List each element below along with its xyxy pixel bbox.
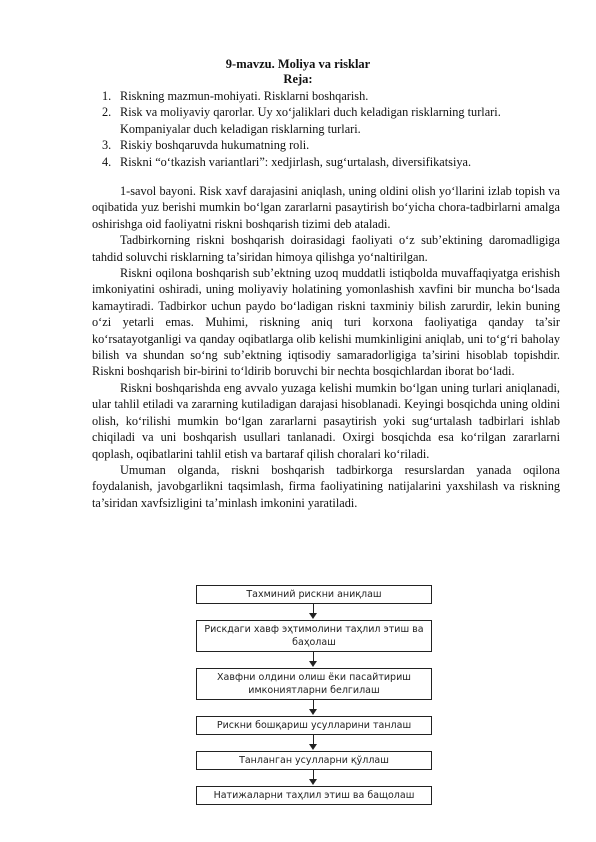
plan-item	[98, 154, 560, 170]
down-arrow-icon	[196, 700, 432, 716]
plan-item-number: 2.	[102, 105, 112, 120]
plan-list	[98, 88, 560, 170]
flowchart-step: Натижаларни таҳлил этиш ва бащолаш	[196, 786, 432, 805]
paragraph: 1-savol bayoni. Risk xavf darajasini aniqlash, uning oldini olish yo‘llarini izlab topish va oqibatida yuz berishi mumkin bo‘lgan zararlarni pasaytirish bo‘yicha chora-tadbirlarni amalga oshirishga oid faoliyatni riskni boshqarish tizimi deb ataladi.	[92, 184, 560, 231]
flowchart-step: Тахминий рискни аниқлаш	[196, 585, 432, 604]
plan-item-number: 4.	[102, 154, 112, 169]
down-arrow-icon	[196, 770, 432, 786]
plan-item-number: 3.	[102, 138, 112, 153]
down-arrow-icon	[196, 604, 432, 620]
flowchart-step: Рискдаги хавф эҳтимолини таҳлил этиш ва баҳолаш	[196, 620, 432, 652]
paragraph: Tadbirkorning riskni boshqarish doirasidagi faoliyati o‘z sub’ektining daromadligiga tahdid soluvchi risklarning ta’siridan himoya qilishga yo‘naltirilgan.	[92, 233, 560, 264]
document-title: 9-mavzu. Moliya va risklar	[225, 57, 371, 71]
down-arrow-icon	[196, 652, 432, 668]
plan-item	[98, 104, 560, 137]
down-arrow-icon	[196, 735, 432, 751]
paragraph: Riskni oqilona boshqarish sub’ektning uzoq muddatli istiqbolda muvaffaqiyatga erishish imkoniyatini oshiradi, uning moliyaviy holatining yomonlashish xavfini bir muncha bo‘lsada kamaytiradi. Tadbirkor uchun paydo bo‘ladigan riskni taxminiy bilish zarurdir, lekin buning o‘zi yetarli emas. Muhimi, riskning aniq turi korxona faoliyatiga qanday ta’sir ko‘rsatayotganligi va qanday oqibatlarga olib kelishi mumkinligini aniqlab, uni to‘g‘ri baholay bilish va shundan so‘ng sub’ektning iqtisodiy samaradorligiga ta’sirini hisoblab topishdir. Riskni boshqarish bir-birini to‘ldirib boruvchi bir nechta bosqichlardan iborat bo‘ladi.	[92, 266, 560, 379]
plan-item-number: 1.	[102, 89, 112, 103]
risk-management-flowchart	[196, 585, 432, 805]
plan-item	[98, 88, 560, 104]
plan-item	[98, 137, 560, 153]
flowchart-step: Хавфни олдини олиш ёки пасайтириш имкониятларни белгилаш	[196, 668, 432, 700]
plan-heading: Reja:	[283, 72, 313, 86]
plan-item-text: Riskni “o‘tkazish variantlari”: xedjirlash, sug‘urtalash, diversifikatsiya.	[120, 154, 472, 169]
paragraph: Umuman olganda, riskni boshqarish tadbirkorga resurslardan yanada oqilona foydalanish, javobgarlikni taqsimlash, firma faoliyatining natijalarini yaxshilash va riskning ta’siridan xavfsizligini ta’minlash imkonini yaratiladi.	[92, 462, 560, 510]
plan-item-text: Riskning mazmun-mohiyati. Risklarni boshqarish.	[120, 89, 369, 103]
plan-item-text: Riskiy boshqaruvda hukumatning roli.	[120, 138, 310, 153]
flowchart-step: Танланган усулларни қўллаш	[196, 751, 432, 770]
body-text	[92, 183, 560, 511]
plan-item-text: Risk va moliyaviy qarorlar. Uy xo‘jaliklari duch keladigan risklarning turlari. Kompaniyalar duch keladigan risklarning turlari.	[120, 105, 501, 136]
flowchart-step: Рискни бошқариш усулларини танлаш	[196, 716, 432, 735]
paragraph: Riskni boshqarishda eng avvalo yuzaga kelishi mumkin bo‘lgan uning turlari aniqlanadi, ular tahlil etiladi va zararning kutiladigan darajasi hisoblanadi. Keyingi bosqichda uning oldini olish, ko‘rilishi mumkin bo‘lgan zararlarni pasaytirish yoki sug‘urtalash tadbirlari ishlab chiqiladi va uni boshqarish usullari tanlanadi. Oxirgi bosqichda esa ko‘rilgan zararlarni qoplash, oqibatlarini tahlil etish va bartaraf qilish choralari ko‘riladi.	[92, 380, 560, 461]
